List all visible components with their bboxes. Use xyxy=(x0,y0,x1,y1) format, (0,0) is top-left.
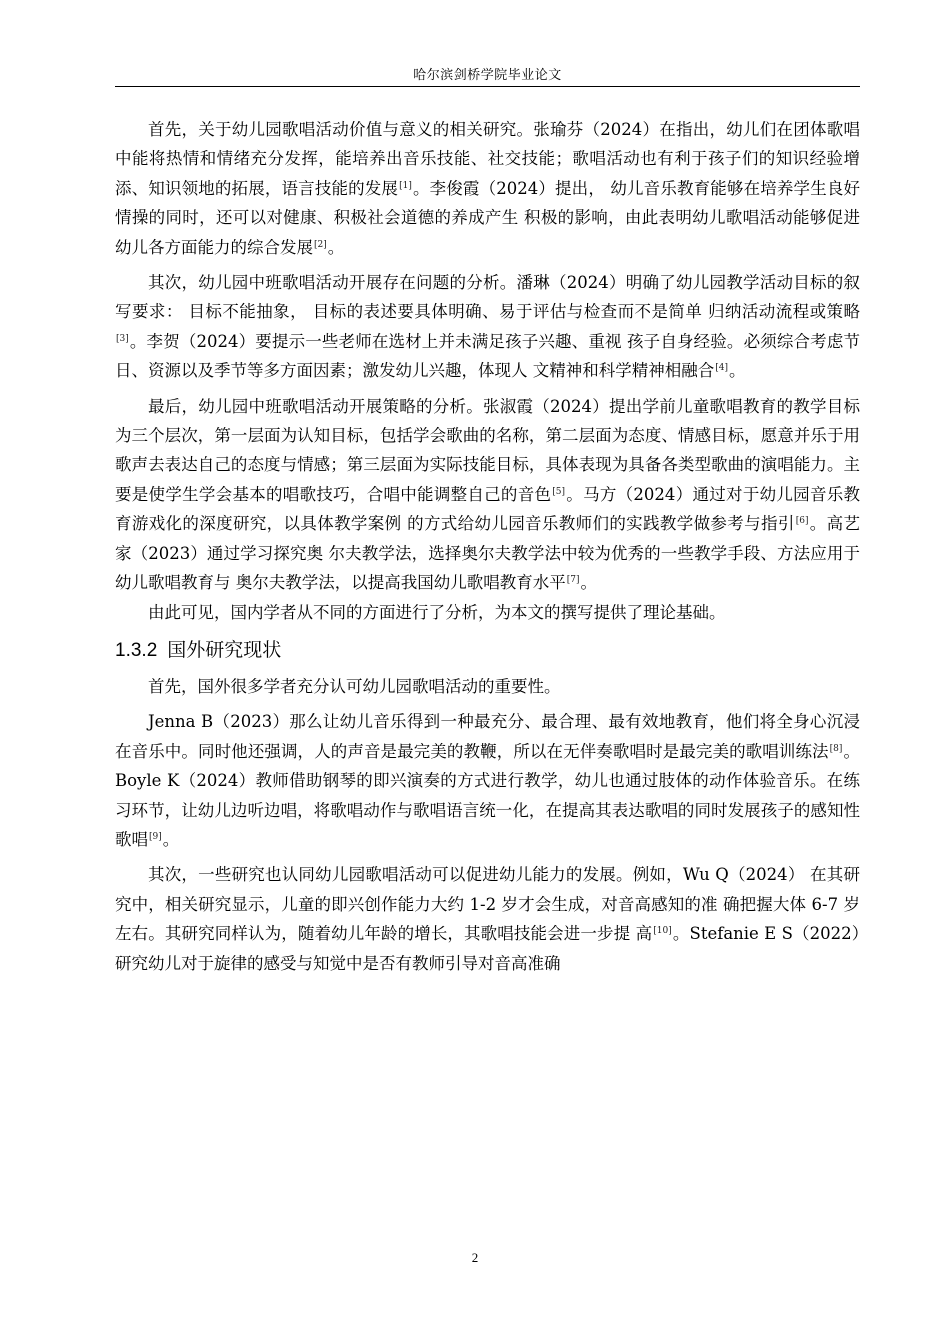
paragraph-foreign-wu xyxy=(115,860,860,978)
paragraph-text: 最后，幼儿园中班歌唱活动开展策略的分析。张淑霞（2024）提出学前儿童歌唱教育的教学目标为三个层次，第一层面为认知目标，包括学会歌曲的名称，第二层面为态度、情感目标，愿意并乐于用歌声去表达自己的态度与情感；第三层面为实际技能目标，具体表现为具备各类型歌曲的演唱能力。主要是使学生学会基本的唱歌技巧，合唱中能调整自己的音色 xyxy=(115,396,860,504)
paragraph-text: 。马方（2024）通过对于幼儿园音乐教育游戏化的深度研究，以具体教学案例 的方式给幼儿园音乐教师们的实践教学做参考与指引 xyxy=(115,484,860,534)
page-header-title: 哈尔滨剑桥学院毕业论文 xyxy=(413,68,562,83)
citation-ref: [10] xyxy=(653,926,672,937)
page-number: 2 xyxy=(471,1250,479,1265)
paragraph-text: 。 xyxy=(729,361,746,381)
citation-ref: [9] xyxy=(149,831,162,842)
paragraph-text: 。李贺（2024）要提示一些老师在选材上并未满足孩子兴趣、重视 孩子自身经验。必须综合考虑节日、资源以及季节等多方面因素；激发幼儿兴趣，体现人 文精神和科学精神相融合 xyxy=(115,331,860,381)
header-rule xyxy=(115,86,860,87)
paragraph-text: 其次，一些研究也认同幼儿园歌唱活动可以促进幼儿能力的发展。例如，Wu Q（2024） 在其研究中，相关研究显示，儿童的即兴创作能力大约 1-2 岁才会生成，对音高感知的准 确把握大体 6-7 岁左右。其研究同样认为，随着幼儿年龄的增长，其歌唱技能会进一步提 高 xyxy=(115,865,860,944)
citation-ref: [4] xyxy=(715,363,728,374)
paragraph-text: 。 xyxy=(327,237,345,257)
paragraph-text: 。 xyxy=(162,829,180,849)
paragraph-text: 。Boyle K（2024）教师借助钢琴的即兴演奏的方式进行教学，幼儿也通过肢体的动作体验音乐。在练习环节，让幼儿边听边唱，将歌唱动作与歌唱语言统一化，在提高其表达歌唱的同时发展孩子的感知性歌唱 xyxy=(115,741,861,849)
citation-ref: [3] xyxy=(116,333,129,344)
section-heading xyxy=(115,633,860,668)
paragraph-value-significance xyxy=(115,115,860,262)
paragraph-text: 。高艺家（2023）通过学习探究奥 尔夫教学法，选择奥尔夫教学法中较为优秀的一些教学手段、方法应用于幼儿歌唱教育与 奥尔夫教学法，以提高我国幼儿歌唱教育水平 xyxy=(115,514,861,593)
page-body xyxy=(115,115,860,978)
paragraph-text: 。 xyxy=(580,573,597,593)
citation-ref: [8] xyxy=(829,743,843,754)
paragraph-strategies xyxy=(115,392,860,598)
paragraph-text: 首先，关于幼儿园歌唱活动价值与意义的相关研究。张瑜芬（2024）在指出，幼儿们在团体歌唱中能将热情和情绪充分发挥，能培养出音乐技能、社交技能；歌唱活动也有利于孩子们的知识经验增添、知识领地的拓展，语言技能的发展 xyxy=(115,120,860,198)
paragraph-text: 。李俊霞（2024）提出， 幼儿音乐教育能够在培养学生良好情操的同时，还可以对健康、积极社会道德的养成产生 积极的影响，由此表明幼儿歌唱活动能够促进幼儿各方面能力的综合发展 xyxy=(115,178,860,257)
citation-ref: [7] xyxy=(566,575,580,586)
paragraph-conclusion xyxy=(115,598,860,627)
paragraph-text: 。Stefanie E S（2022）研究幼儿对于旋律的感受与知觉中是否有教师引导对音高准确 xyxy=(115,924,861,973)
paragraph-foreign-intro xyxy=(115,672,860,701)
paragraph-foreign-jenna xyxy=(115,707,860,854)
paragraph-text: 由此可见，国内学者从不同的方面进行了分析，为本文的撰写提供了理论基础。 xyxy=(148,602,726,622)
paragraph-text: Jenna B（2023）那么让幼儿音乐得到一种最充分、最合理、最有效地教育，他们将全身心沉浸在音乐中。同时他还强调，人的声音是最完美的教鞭，所以在无伴奏歌唱时是最完美的歌唱训练法 xyxy=(115,712,860,761)
citation-ref: [6] xyxy=(795,516,809,527)
paragraph-problems xyxy=(115,268,860,386)
paragraph-text: 首先，国外很多学者充分认可幼儿园歌唱活动的重要性。 xyxy=(148,676,561,696)
paragraph-text: 其次，幼儿园中班歌唱活动开展存在问题的分析。潘琳（2024）明确了幼儿园教学活动目标的叙写要求： 目标不能抽象， 目标的表述要具体明确、易于评估与检查而不是简单 归纳活动流程或策略 xyxy=(115,273,860,322)
section-number: 1.3.2 xyxy=(115,639,158,661)
citation-ref: [5] xyxy=(552,486,566,497)
citation-ref: [1] xyxy=(399,180,412,191)
citation-ref: [2] xyxy=(314,239,327,250)
section-title: 国外研究现状 xyxy=(167,638,282,661)
